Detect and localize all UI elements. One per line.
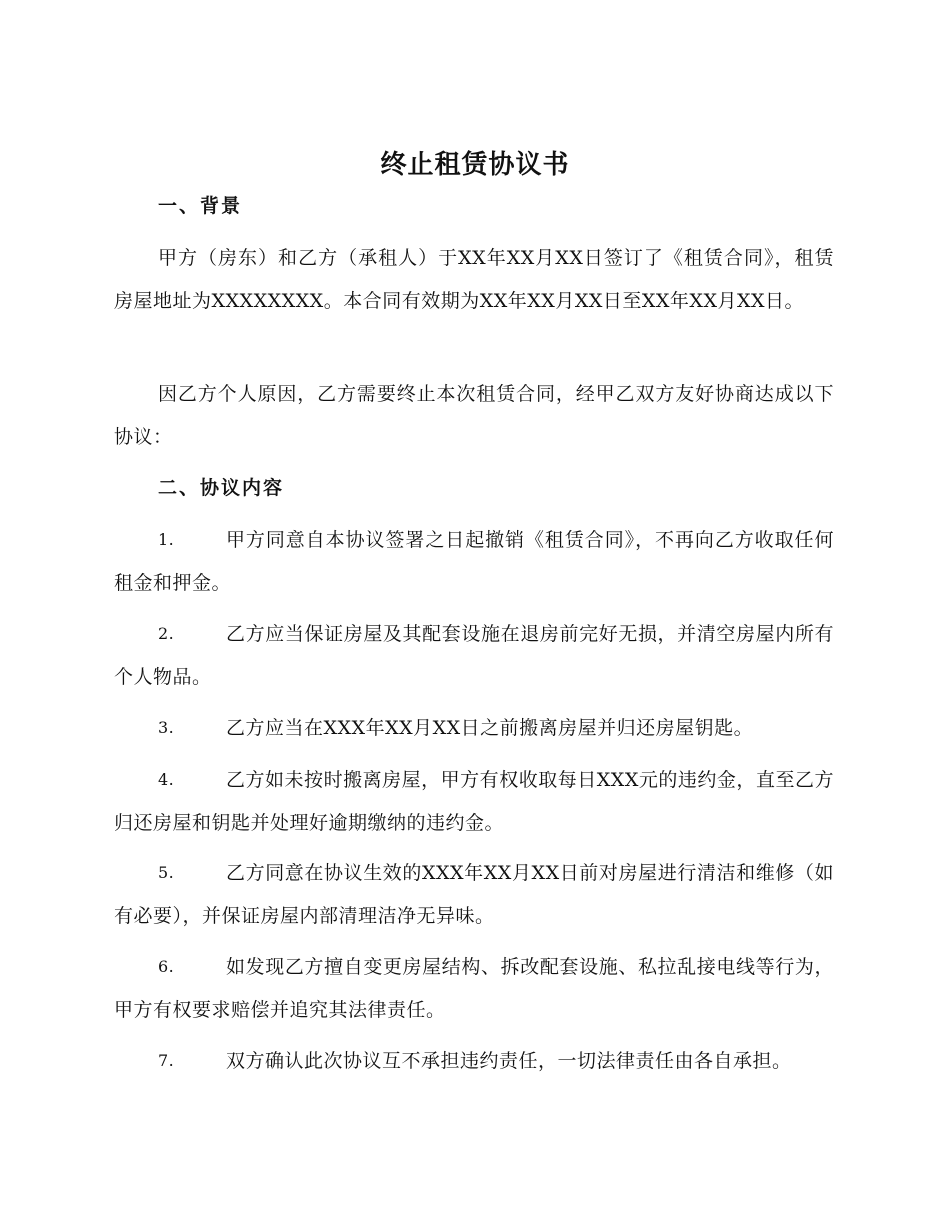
item-text: 双方确认此次协议互不承担违约责任，一切法律责任由各自承担。: [226, 1050, 792, 1072]
agreement-item-3: [114, 707, 834, 750]
item-number: 5.: [158, 863, 175, 882]
background-paragraph-2: 因乙方个人原因，乙方需要终止本次租赁合同，经甲乙双方友好协商达成以下协议：: [114, 383, 834, 448]
section-heading-agreement: 二、协议内容: [158, 477, 285, 499]
item-number: 3.: [158, 718, 175, 737]
agreement-item-5: [114, 852, 834, 937]
item-number: 2.: [158, 624, 175, 643]
item-text: 甲方同意自本协议签署之日起撤销《租赁合同》，不再向乙方收取任何租金和押金。: [114, 529, 834, 594]
item-text: 如发现乙方擅自变更房屋结构、拆改配套设施、私拉乱接电线等行为，甲方有权要求赔偿并追究其法律责任。: [114, 956, 834, 1021]
agreement-item-4: [114, 759, 834, 844]
item-number: 6.: [158, 957, 175, 976]
agreement-item-7: [114, 1040, 834, 1083]
item-text: 乙方应当在XXX年XX月XX日之前搬离房屋并归还房屋钥匙。: [226, 717, 754, 739]
item-text: 乙方应当保证房屋及其配套设施在退房前完好无损，并清空房屋内所有个人物品。: [114, 623, 834, 688]
agreement-item-2: [114, 613, 834, 698]
item-text: 乙方同意在协议生效的XXX年XX月XX日前对房屋进行清洁和维修（如有必要），并保证房屋内部清理洁净无异味。: [114, 862, 834, 927]
agreement-item-1: [114, 519, 834, 604]
document-title: 终止租赁协议书: [380, 150, 570, 180]
item-number: 1.: [158, 530, 175, 549]
background-paragraph-1: 甲方（房东）和乙方（承租人）于XX年XX月XX日签订了《租赁合同》，租赁房屋地址为XXXXXXXX。本合同有效期为XX年XX月XX日至XX年XX月XX日。: [114, 247, 834, 312]
item-number: 4.: [158, 770, 175, 789]
item-number: 7.: [158, 1051, 175, 1070]
item-text: 乙方如未按时搬离房屋，甲方有权收取每日XXX元的违约金，直至乙方归还房屋和钥匙并处理好逾期缴纳的违约金。: [114, 769, 834, 834]
section-heading-background: 一、背景: [158, 195, 243, 217]
agreement-item-6: [114, 946, 834, 1031]
